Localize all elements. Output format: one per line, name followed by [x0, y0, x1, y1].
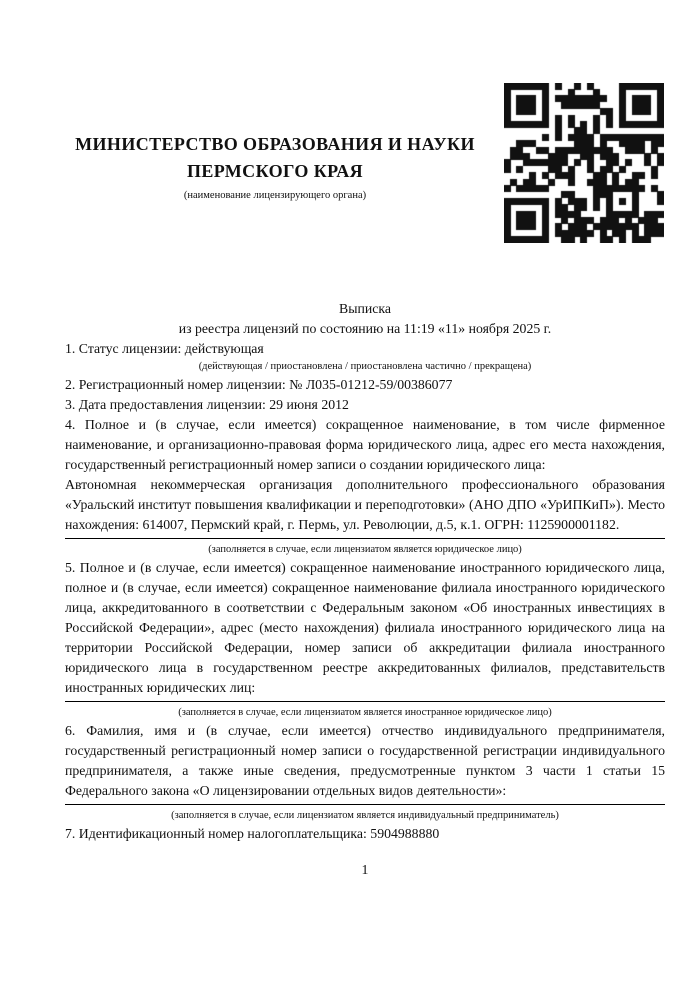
- item-6-individual-note: (заполняется в случае, если лицензиатом является индивидуальный предприниматель): [171, 810, 559, 821]
- item-5-foreign-entity-note: (заполняется в случае, если лицензиатом является иностранное юридическое лицо): [178, 707, 552, 718]
- licensing-authority-header: [65, 0, 485, 203]
- item-2-registration-number: 2. Регистрационный номер лицензии: № Л035-01212-59/00386077: [65, 377, 453, 392]
- document-title: Выписка: [339, 301, 391, 316]
- qr-code: [504, 83, 664, 243]
- item-3-grant-date: 3. Дата предоставления лицензии: 29 июня 2012: [65, 397, 349, 412]
- item-4-legal-entity-value: Автономная некоммерческая организация дополнительного профессионального образования «Уральский институт повышения квалификации и переподготовки» (АНО ДПО «УрИПКиП»). Место нахождения: 614007, Пермский край, г. Пермь, ул. Революции, д.5, к.1. ОГРН: 1125900001182.: [65, 477, 665, 532]
- licensing-authority-caption: (наименование лицензирующего органа): [183, 190, 367, 201]
- item-4-legal-entity-intro: 4. Полное и (в случае, если имеется) сокращенное наименование, в том числе фирменное наименование, и организационно-правовая форма юридического лица, адрес его места нахождения, государственный регистрационный номер записи о создании юридического лица:: [65, 417, 665, 472]
- item-6-individual-entrepreneur-block: [65, 721, 665, 824]
- ministry-name-line1: МИНИСТЕРСТВО ОБРАЗОВАНИЯ И НАУКИ: [75, 134, 475, 154]
- document-subtitle: из реестра лицензий по состоянию на 11:19 «11» ноября 2025 г.: [178, 321, 552, 336]
- item-4-legal-entity-block: [65, 415, 665, 558]
- item-4-legal-entity-note: (заполняется в случае, если лицензиатом является юридическое лицо): [208, 544, 522, 555]
- ministry-name-line2: ПЕРМСКОГО КРАЯ: [186, 161, 364, 181]
- page-number: 1: [361, 862, 369, 877]
- item-5-foreign-entity-intro: 5. Полное и (в случае, если имеется) сокращенное наименование иностранного юридического лица, полное и (в случае, если имеется) сокращенное наименование филиала иностранного юридического лица, аккредитованного в соответствии с Федеральным законом «Об иностранных инвестициях в Российской Федерации», адрес (место нахождения) филиала иностранного юридического лица на территории Российской Федерации, номер записи об аккредитации филиала иностранного юридического лица в государственном реестре аккредитованных филиалов, представительств иностранных юридических лиц:: [65, 560, 665, 695]
- item-7-taxpayer-inn: 7. Идентификационный номер налогоплательщика: 5904988880: [65, 826, 440, 841]
- item-1-status-options-note: (действующая / приостановлена / приостановлена частично / прекращена): [198, 361, 532, 372]
- item-1-license-status: 1. Статус лицензии: действующая: [65, 341, 264, 356]
- item-6-individual-intro: 6. Фамилия, имя и (в случае, если имеется) отчество индивидуального предпринимателя, государственный регистрационный номер записи о государственной регистрации индивидуального предпринимателя, а также иные сведения, предусмотренные пунктом 3 части 1 статьи 15 Федерального закона «О лицензировании отдельных видов деятельности»:: [65, 723, 665, 798]
- document-title-block: [65, 299, 665, 339]
- item-5-foreign-entity-block: [65, 558, 665, 721]
